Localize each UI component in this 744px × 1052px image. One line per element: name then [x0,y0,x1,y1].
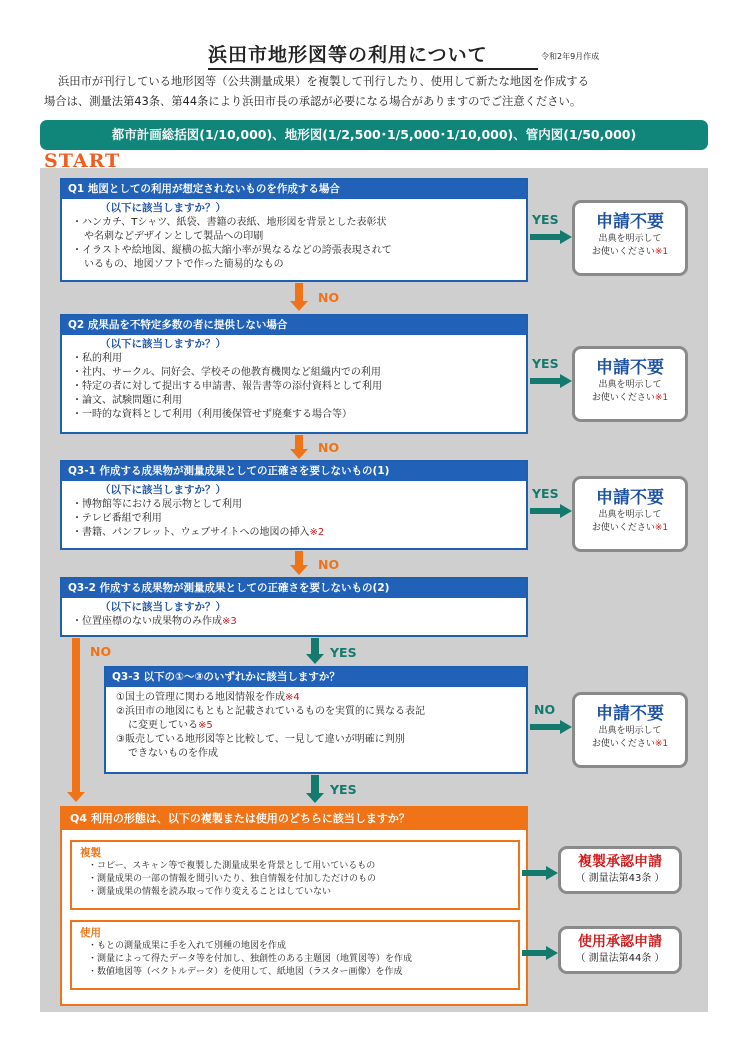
copy-approval-title: 複製承認申請 [578,854,662,870]
note-mark: ※1 [654,739,669,749]
answer-line: 出典を明示して [598,380,662,390]
note-mark: ※4 [284,692,300,703]
q3-1-yes-arrow [530,504,572,518]
question-q3-1 [60,460,528,550]
q1-item: ・イラストや絵地図、縦横の拡大縮小率が異なるなどの誇張表現されて [72,245,392,256]
use-arrow [522,946,558,960]
q3-3-item: ③販売している地形図等と比較して、一見して違いが明確に判別 [116,734,405,745]
answer-title: 申請不要 [596,704,664,724]
q3-1-yes-label: YES [532,486,559,501]
note-mark: ※3 [222,616,237,627]
q3-3-item: ①国土の管理に関わる地図情報を作成※4 [116,692,300,703]
copy-approval-law: （ 測量法第43条 ） [575,873,665,884]
q2-subheading: （以下に該当しますか？） [100,338,226,350]
q1-item: や名刺などデザインとして製品への印刷 [84,231,264,242]
q3-3-no-label: NO [534,702,556,717]
copy-item: ・測量成果の情報を読み取って作り変えることはしていない [88,887,332,897]
q1-item: いるもの、地図ソフトで作った簡易的なもの [84,259,284,270]
note-mark: ※5 [198,720,213,731]
q1-answer-not-required [572,200,688,276]
answer-line: お使いください※1 [591,393,669,403]
answer-title: 申請不要 [596,212,664,232]
q2-title: Q2 成果品を不特定多数の者に提供しない場合 [62,316,526,335]
q3-1-item: ・テレビ番組で利用 [72,513,162,524]
q2-yes-label: YES [532,356,559,371]
q3-1-subheading: （以下に該当しますか？） [100,484,226,496]
answer-line: 出典を明示して [598,726,662,736]
q1-subheading: （以下に該当しますか？） [100,202,226,214]
q3-2-title: Q3-2 作成する成果物が測量成果としての正確さを要しないもの(2) [62,579,526,598]
question-q3-2 [60,577,528,637]
q1-no-label: NO [318,290,340,305]
answer-line: お使いください※1 [591,523,669,533]
map-type-banner: 都市計画総括図(1/10,000)、地形図(1/2,500･1/5,000･1/10,000)、管内図(1/50,000) [40,120,708,150]
created-date: 令和2年9月作成 [541,52,600,61]
copy-item: ・測量成果の一部の情報を間引いたり、独自情報を付加しただけのもの [88,874,377,884]
q1-yes-arrow [530,230,572,244]
q3-3-title: Q3-3 以下の①～③のいずれかに該当しますか？ [106,668,526,687]
q3-2-no-arrow [67,638,85,802]
q3-3-item: ②浜田市の地図にもともと記載されているものを実質的に異なる表記 [116,706,425,717]
q3-3-yes-arrow [306,775,324,803]
q3-3-item: に変更している※5 [128,720,213,731]
answer-line: 出典を明示して [598,510,662,520]
answer-title: 申請不要 [596,358,664,378]
q3-2-yes-arrow [306,638,324,664]
use-approval-box [558,926,682,974]
note-mark: ※1 [654,523,669,533]
q2-item: ・一時的な資料として利用（利用後保管せず廃棄する場合等） [72,409,352,420]
note-mark: ※2 [309,527,325,538]
answer-line: お使いください※1 [591,247,669,257]
q3-3-no-arrow [530,720,572,734]
use-approval-title: 使用承認申請 [578,934,662,950]
q3-1-title: Q3-1 作成する成果物が測量成果としての正確さを要しないもの(1) [62,462,526,481]
q3-3-yes-label: YES [330,782,357,797]
q3-2-item: ・位置座標のない成果物のみ作成※3 [72,616,237,627]
note-mark: ※1 [654,393,669,403]
q2-no-arrow [290,435,308,459]
use-item: ・もとの測量成果に手を入れて別種の地図を作成 [88,941,287,951]
q3-3-answer-not-required [572,692,688,768]
q1-title: Q1 地図としての利用が想定されないものを作成する場合 [62,180,526,199]
answer-title: 申請不要 [596,488,664,508]
note-mark: ※1 [654,247,669,257]
question-q1 [60,178,528,282]
q3-2-no-label: NO [90,644,112,659]
question-q3-3 [104,666,528,774]
question-q2 [60,314,528,434]
use-item: ・測量によって得たデータ等を付加し、独創性のある主題図（地質図等）を作成 [88,954,413,964]
q3-1-answer-not-required [572,476,688,552]
use-heading: 使用 [80,927,101,939]
page-title: 浜田市地形図等の利用について [208,40,538,70]
copy-approval-box [558,846,682,894]
intro-line: 浜田市が刊行している地形図等（公共測量成果）を複製して刊行したり、使用して新たな地図を作成する [58,75,589,88]
q2-yes-arrow [530,374,572,388]
answer-line: 出典を明示して [598,234,662,244]
q3-1-no-label: NO [318,557,340,572]
q2-item: ・特定の者に対して提出する申請書、報告書等の添付資料として利用 [72,381,382,392]
q3-1-item: ・博物館等における展示物として利用 [72,499,242,510]
q3-2-yes-label: YES [330,645,357,660]
copy-item: ・コピー、スキャン等で複製した測量成果を背景として用いているもの [88,861,376,871]
q2-no-label: NO [318,440,340,455]
copy-arrow [522,866,558,880]
q4-use-box [70,920,520,990]
q1-item: ・ハンカチ、Tシャツ、紙袋、書籍の表紙、地形図を背景とした表彰状 [72,217,387,228]
copy-heading: 複製 [80,847,101,859]
start-label: START [44,150,121,172]
use-approval-law: （ 測量法第44条 ） [575,953,665,964]
q4-title: Q4 利用の形態は、以下の複製または使用のどちらに該当しますか？ [62,808,526,830]
use-item: ・数値地図等（ベクトルデータ）を使用して、紙地図（ラスター画像）を作成 [88,967,403,977]
q2-item: ・論文、試験問題に利用 [72,395,182,406]
intro-line: 場合は、測量法第43条、第44条により浜田市長の承認が必要になる場合がありますのでご注意ください。 [44,95,582,108]
q2-item: ・社内、サークル、同好会、学校その他教育機関など組織内での利用 [72,367,381,378]
q1-yes-label: YES [532,212,559,227]
question-q4 [60,806,528,1006]
q2-answer-not-required [572,346,688,422]
q2-item: ・私的利用 [72,353,122,364]
q4-copy-box [70,840,520,910]
q3-2-subheading: （以下に該当しますか？） [100,601,226,613]
answer-line: お使いください※1 [591,739,669,749]
q3-3-item: できないものを作成 [128,748,218,759]
intro-text [44,72,704,112]
q3-1-item: ・書籍、パンフレット、ウェブサイトへの地図の挿入※2 [72,527,325,538]
q1-no-arrow [290,283,308,311]
q3-1-no-arrow [290,551,308,575]
